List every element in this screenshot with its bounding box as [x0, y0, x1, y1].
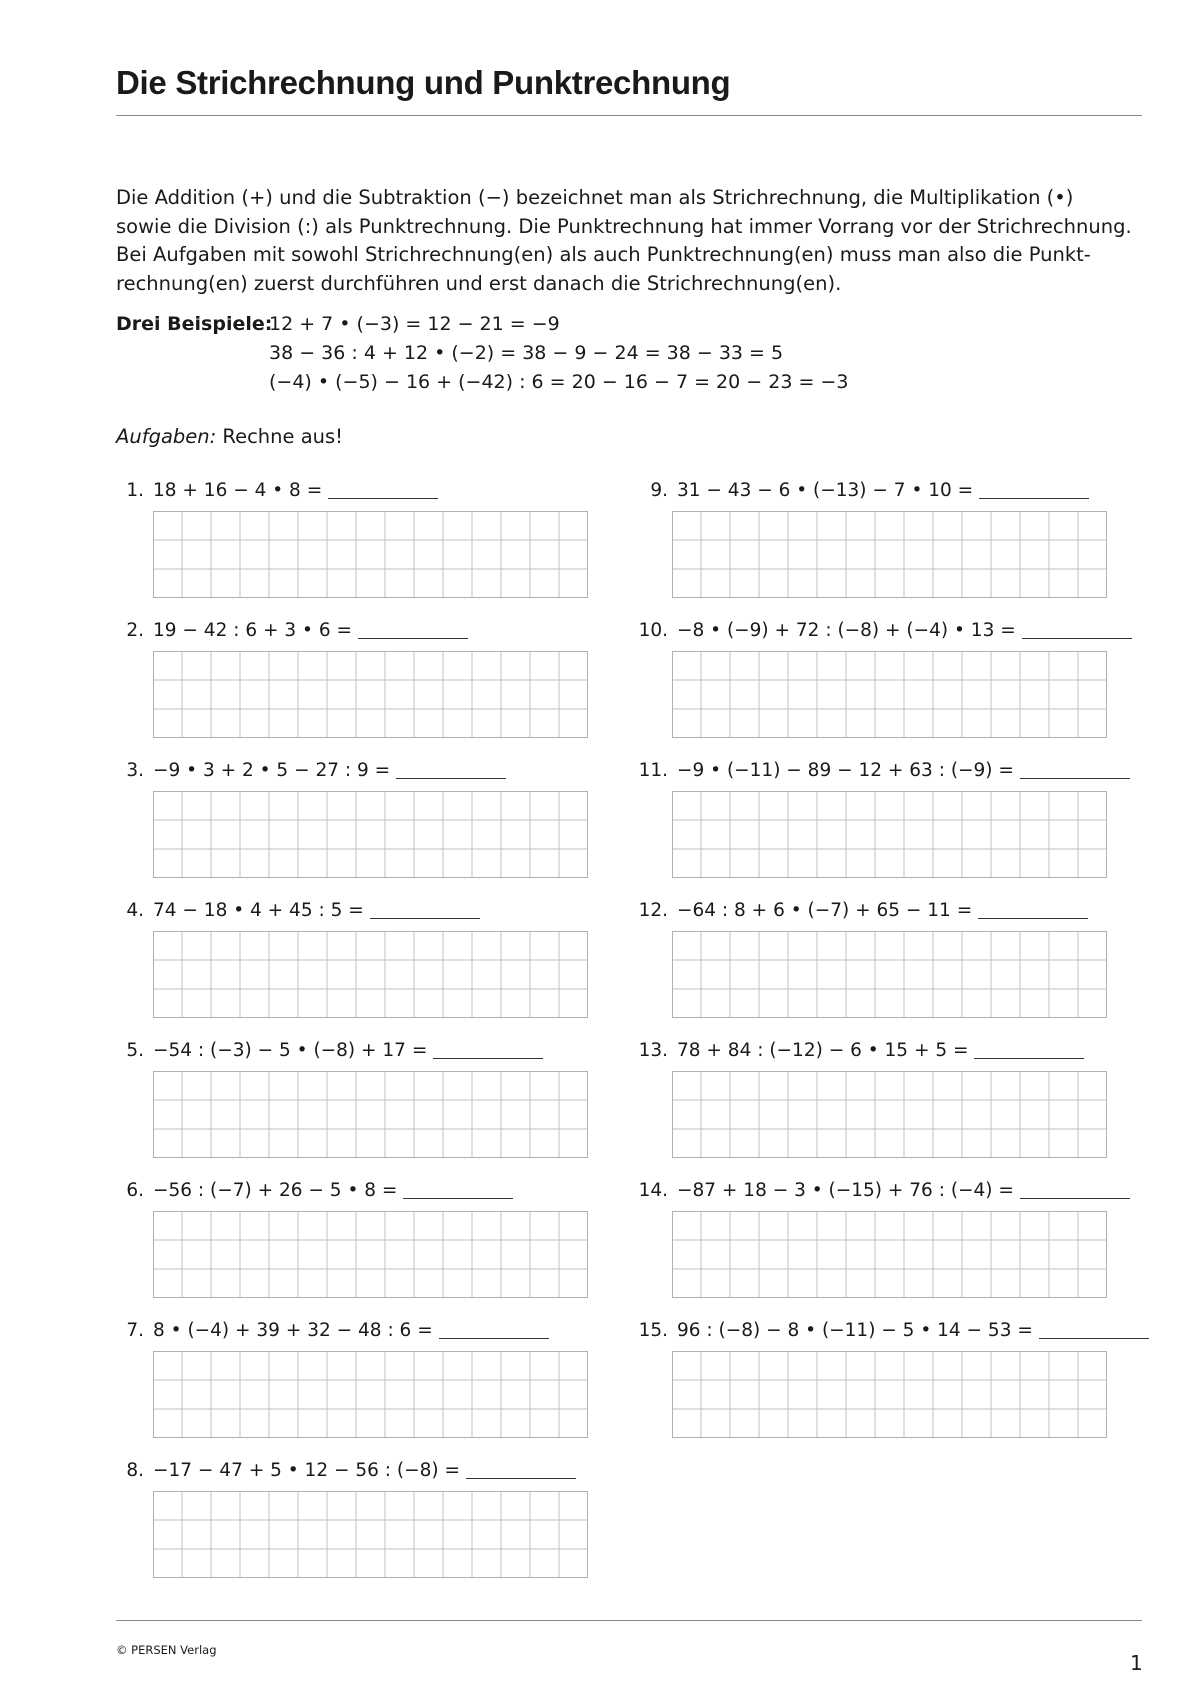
intro-line: Die Addition (+) und die Subtraktion (−) bezeichnet man als Strichrechnung, die Multiplikation (•): [116, 186, 1074, 209]
task-question: [630, 898, 1088, 924]
answer-blank[interactable]: [1020, 1197, 1130, 1199]
work-grid[interactable]: [153, 651, 588, 738]
task-item: [630, 1038, 1084, 1064]
answer-blank[interactable]: [403, 1197, 513, 1199]
task-item: [116, 478, 438, 504]
example-line: 12 + 7 • (−3) = 12 − 21 = −9: [269, 313, 560, 335]
task-item: [116, 1038, 543, 1064]
intro-line: sowie die Division (:) als Punktrechnung. Die Punktrechnung hat immer Vorrang vor der Strichrechnung.: [116, 214, 1132, 238]
work-grid[interactable]: [672, 511, 1107, 598]
instruction-label: Aufgaben:: [116, 425, 217, 448]
task-item: [116, 1178, 513, 1204]
task-question: [630, 1038, 1084, 1064]
examples-label: Drei Beispiele:: [116, 313, 273, 335]
answer-blank[interactable]: [974, 1057, 1084, 1059]
copyright: © PERSEN Verlag: [116, 1643, 217, 1657]
page-number: 1: [1130, 1651, 1143, 1675]
task-item: [630, 898, 1088, 924]
task-question: [630, 1178, 1130, 1204]
work-grid[interactable]: [672, 651, 1107, 738]
task-item: [116, 1318, 549, 1344]
page-title: Die Strichrechnung und Punktrechnung: [116, 64, 731, 101]
task-number: 6.: [126, 1180, 144, 1201]
instruction-text: Rechne aus!: [216, 425, 343, 448]
footer-divider: [116, 1620, 1142, 1621]
task-expression: −64 : 8 + 6 • (−7) + 65 − 11 =: [677, 900, 973, 921]
task-expression: −9 • (−11) − 89 − 12 + 63 : (−9) =: [677, 760, 1014, 781]
task-expression: −8 • (−9) + 72 : (−8) + (−4) • 13 =: [677, 620, 1016, 641]
task-expression: 74 − 18 • 4 + 45 : 5 =: [153, 900, 364, 921]
intro-line: rechnung(en) zuerst durchführen und erst danach die Strichrechnung(en).: [116, 271, 842, 295]
work-grid[interactable]: [153, 1491, 588, 1578]
task-number: 10.: [638, 620, 668, 641]
task-item: [116, 758, 506, 784]
task-number: 11.: [638, 760, 668, 781]
task-number: 4.: [126, 900, 144, 921]
answer-blank[interactable]: [370, 917, 480, 919]
work-grid[interactable]: [153, 791, 588, 878]
answer-blank[interactable]: [396, 777, 506, 779]
task-number: 15.: [638, 1320, 668, 1341]
task-number: 3.: [126, 760, 144, 781]
task-number: 8.: [126, 1460, 144, 1481]
task-item: [630, 758, 1130, 784]
work-grid[interactable]: [672, 1211, 1107, 1298]
intro-text: [116, 184, 1146, 298]
task-question: [630, 1318, 1149, 1344]
task-expression: −87 + 18 − 3 • (−15) + 76 : (−4) =: [677, 1180, 1014, 1201]
task-item: [630, 478, 1089, 504]
answer-blank[interactable]: [1022, 637, 1132, 639]
task-item: [630, 618, 1132, 644]
task-item: [630, 1318, 1149, 1344]
task-expression: −9 • 3 + 2 • 5 − 27 : 9 =: [153, 760, 391, 781]
example-line: 38 − 36 : 4 + 12 • (−2) = 38 − 9 − 24 = 38 − 33 = 5: [269, 342, 784, 364]
answer-blank[interactable]: [466, 1477, 576, 1479]
task-number: 14.: [638, 1180, 668, 1201]
work-grid[interactable]: [672, 1351, 1107, 1438]
title-divider: [116, 115, 1142, 116]
task-question: [116, 758, 506, 784]
work-grid[interactable]: [153, 1351, 588, 1438]
task-question: [116, 1178, 513, 1204]
instruction: [116, 425, 343, 448]
task-question: [116, 1458, 576, 1484]
task-question: [630, 758, 1130, 784]
task-number: 13.: [638, 1040, 668, 1061]
work-grid[interactable]: [672, 791, 1107, 878]
task-expression: 18 + 16 − 4 • 8 =: [153, 480, 323, 501]
example-line: (−4) • (−5) − 16 + (−42) : 6 = 20 − 16 − 7 = 20 − 23 = −3: [269, 371, 849, 393]
task-question: [116, 1038, 543, 1064]
answer-blank[interactable]: [358, 637, 468, 639]
task-expression: 8 • (−4) + 39 + 32 − 48 : 6 =: [153, 1320, 433, 1341]
answer-blank[interactable]: [328, 497, 438, 499]
answer-blank[interactable]: [978, 917, 1088, 919]
task-question: [116, 1318, 549, 1344]
task-question: [116, 898, 480, 924]
task-number: 5.: [126, 1040, 144, 1061]
work-grid[interactable]: [672, 1071, 1107, 1158]
task-expression: 31 − 43 − 6 • (−13) − 7 • 10 =: [677, 480, 974, 501]
task-expression: 78 + 84 : (−12) − 6 • 15 + 5 =: [677, 1040, 969, 1061]
task-question: [116, 478, 438, 504]
task-question: [116, 618, 468, 644]
task-item: [116, 618, 468, 644]
answer-blank[interactable]: [1039, 1337, 1149, 1339]
task-expression: −17 − 47 + 5 • 12 − 56 : (−8) =: [153, 1460, 460, 1481]
answer-blank[interactable]: [979, 497, 1089, 499]
task-number: 7.: [126, 1320, 144, 1341]
task-expression: −56 : (−7) + 26 − 5 • 8 =: [153, 1180, 398, 1201]
work-grid[interactable]: [153, 1211, 588, 1298]
task-question: [630, 478, 1089, 504]
task-number: 1.: [126, 480, 144, 501]
task-expression: −54 : (−3) − 5 • (−8) + 17 =: [153, 1040, 428, 1061]
task-number: 2.: [126, 620, 144, 641]
work-grid[interactable]: [153, 931, 588, 1018]
task-item: [116, 1458, 576, 1484]
task-number: 9.: [650, 480, 668, 501]
task-expression: 96 : (−8) − 8 • (−11) − 5 • 14 − 53 =: [677, 1320, 1033, 1341]
work-grid[interactable]: [672, 931, 1107, 1018]
work-grid[interactable]: [153, 1071, 588, 1158]
task-number: 12.: [638, 900, 668, 921]
answer-blank[interactable]: [439, 1337, 549, 1339]
task-item: [630, 1178, 1130, 1204]
task-expression: 19 − 42 : 6 + 3 • 6 =: [153, 620, 352, 641]
answer-blank[interactable]: [1020, 777, 1130, 779]
intro-line: Bei Aufgaben mit sowohl Strichrechnung(en) als auch Punktrechnung(en) muss man also die Punkt-: [116, 243, 1091, 266]
work-grid[interactable]: [153, 511, 588, 598]
task-item: [116, 898, 480, 924]
answer-blank[interactable]: [433, 1057, 543, 1059]
task-question: [630, 618, 1132, 644]
